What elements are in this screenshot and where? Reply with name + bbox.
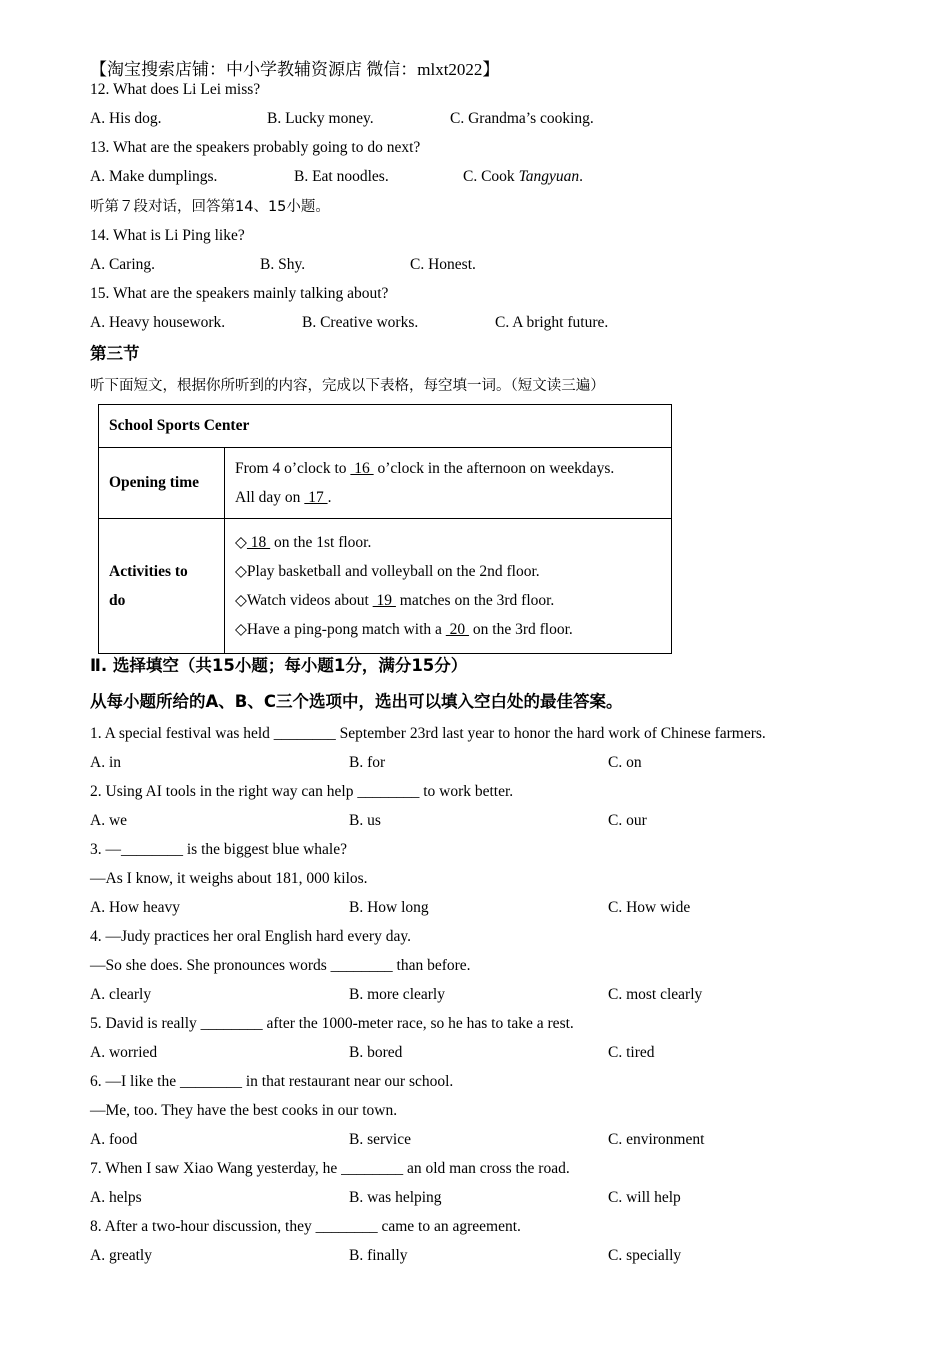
mc3-option-a: A. How heavy — [90, 899, 180, 916]
sports-center-table — [98, 404, 672, 654]
blank-18: 18 — [246, 534, 271, 551]
page-header: 【淘宝搜索店铺：中小学教辅资源店 微信：mlxt2022】 — [90, 60, 500, 79]
mc2-option-a: A. we — [90, 812, 128, 829]
dialogue-7-instruction: 听第７段对话，回答第14、15小题。 — [90, 199, 330, 215]
mc-question-2: 2. Using AI tools in the right way can help ________ to work better. — [90, 783, 514, 800]
blank-17: 17 — [304, 489, 328, 506]
question-12: 12. What does Li Lei miss? — [90, 81, 261, 98]
q12-option-b: B. Lucky money. — [267, 110, 374, 127]
part-2-instruction: 从每小题所给的A、B、C三个选项中，选出可以填入空白处的最佳答案。 — [90, 692, 623, 711]
activity-4: ◇Have a ping-pong match with a 20 on the 3rd floor. — [235, 621, 573, 638]
opening-time-label: Opening time — [99, 448, 225, 519]
table-title: School Sports Center — [99, 405, 672, 448]
q12-option-c: C. Grandma’s cooking. — [450, 110, 594, 127]
mc-question-5: 5. David is really ________ after the 1000-meter race, so he has to take a rest. — [90, 1015, 574, 1032]
section-3-title: 第三节 — [90, 344, 140, 363]
opening-time-cell — [225, 448, 672, 519]
q15-option-c: C. A bright future. — [495, 314, 609, 331]
question-15: 15. What are the speakers mainly talking about? — [90, 285, 389, 302]
mc5-option-c: C. tired — [608, 1044, 655, 1061]
section-3-instruction: 听下面短文，根据你所听到的内容，完成以下表格，每空填一词。（短文读三遍） — [90, 378, 605, 394]
mc6-option-b: B. service — [349, 1131, 411, 1148]
activity-1: ◇ 18 on the 1st floor. — [235, 534, 372, 551]
mc4-option-c: C. most clearly — [608, 986, 703, 1003]
mc1-option-c: C. on — [608, 754, 642, 771]
opening-line-1: From 4 o’clock to 16 o’clock in the afternoon on weekdays. — [235, 460, 615, 477]
mc-question-1: 1. A special festival was held ________ September 23rd last year to honor the hard work of Chinese farmers. — [90, 725, 766, 742]
mc4-option-a: A. clearly — [90, 986, 152, 1003]
q14-option-c: C. Honest. — [410, 256, 476, 273]
q15-option-a: A. Heavy housework. — [90, 314, 226, 331]
blank-16: 16 — [350, 460, 374, 477]
mc-question-8: 8. After a two-hour discussion, they ________ came to an agreement. — [90, 1218, 521, 1235]
mc-question-3: 3. —________ is the biggest blue whale? — [90, 841, 347, 858]
mc4-option-b: B. more clearly — [349, 986, 445, 1003]
activity-2: ◇Play basketball and volleyball on the 2nd floor. — [235, 563, 540, 580]
part-2-title: Ⅱ. 选择填空（共15小题；每小题1分，满分15分） — [90, 656, 468, 675]
mc7-option-c: C. will help — [608, 1189, 681, 1206]
mc-question-3-reply: —As I know, it weighs about 181, 000 kilos. — [90, 870, 368, 887]
mc-question-4: 4. —Judy practices her oral English hard every day. — [90, 928, 411, 945]
blank-19: 19 — [372, 592, 396, 609]
q12-option-a: A. His dog. — [90, 110, 162, 127]
mc6-option-c: C. environment — [608, 1131, 705, 1148]
mc7-option-b: B. was helping — [349, 1189, 442, 1206]
mc2-option-b: B. us — [349, 812, 381, 829]
activity-3: ◇Watch videos about 19 matches on the 3rd floor. — [235, 592, 555, 609]
activities-label: Activities to do — [99, 519, 225, 654]
mc-question-6: 6. —I like the ________ in that restaurant near our school. — [90, 1073, 454, 1090]
mc7-option-a: A. helps — [90, 1189, 142, 1206]
question-13: 13. What are the speakers probably going to do next? — [90, 139, 421, 156]
q13-option-b: B. Eat noodles. — [294, 168, 389, 185]
mc3-option-b: B. How long — [349, 899, 429, 916]
mc8-option-a: A. greatly — [90, 1247, 152, 1264]
q13-option-a: A. Make dumplings. — [90, 168, 218, 185]
opening-line-2: All day on 17 . — [235, 489, 332, 506]
mc-question-6-reply: —Me, too. They have the best cooks in our town. — [90, 1102, 398, 1119]
q14-option-b: B. Shy. — [260, 256, 306, 273]
mc5-option-a: A. worried — [90, 1044, 158, 1061]
mc8-option-c: C. specially — [608, 1247, 682, 1264]
mc3-option-c: C. How wide — [608, 899, 691, 916]
mc1-option-b: B. for — [349, 754, 386, 771]
mc6-option-a: A. food — [90, 1131, 138, 1148]
mc2-option-c: C. our — [608, 812, 647, 829]
mc5-option-b: B. bored — [349, 1044, 403, 1061]
q15-option-b: B. Creative works. — [302, 314, 419, 331]
mc1-option-a: A. in — [90, 754, 121, 771]
mc-question-4-reply: —So she does. She pronounces words ________ than before. — [90, 957, 471, 974]
mc8-option-b: B. finally — [349, 1247, 408, 1264]
blank-20: 20 — [445, 621, 470, 638]
q14-option-a: A. Caring. — [90, 256, 156, 273]
question-14: 14. What is Li Ping like? — [90, 227, 245, 244]
activities-cell — [225, 519, 672, 654]
mc-question-7: 7. When I saw Xiao Wang yesterday, he ________ an old man cross the road. — [90, 1160, 570, 1177]
q13-option-c: C. Cook Tangyuan. — [463, 168, 584, 185]
